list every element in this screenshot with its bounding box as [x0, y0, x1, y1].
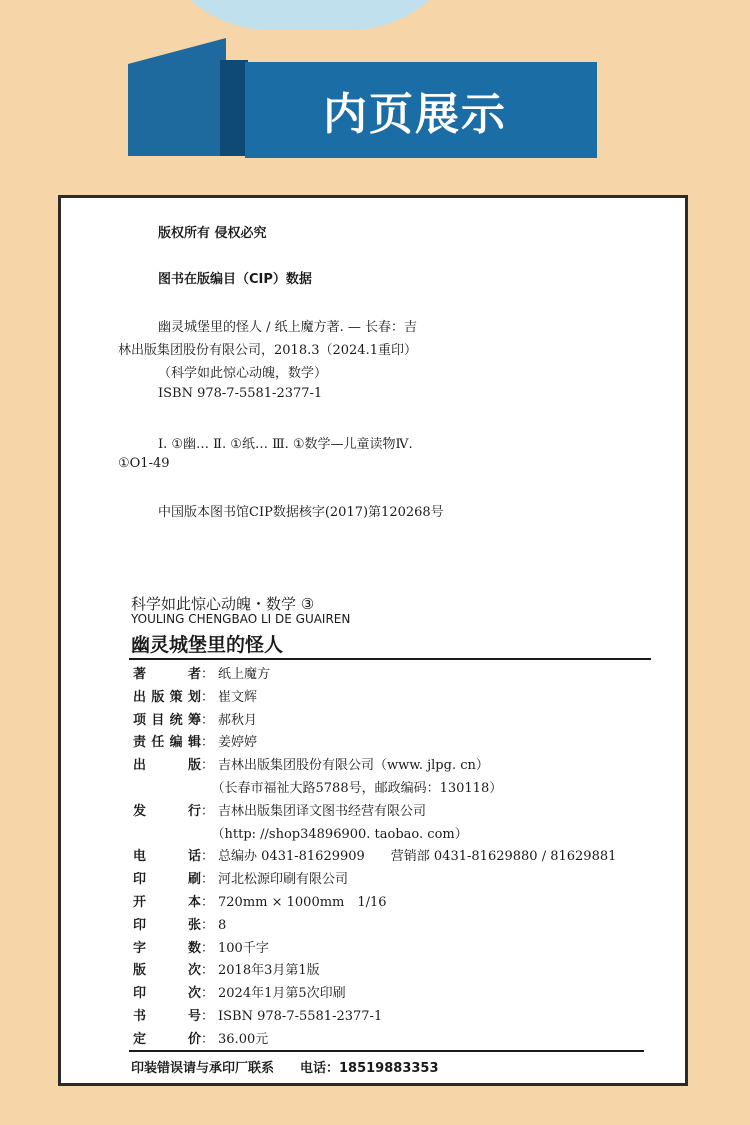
detail-colon	[201, 827, 214, 842]
book-title: 幽灵城堡里的怪人	[131, 634, 284, 656]
detail-colon: ：	[201, 667, 215, 682]
detail-row	[133, 663, 270, 682]
detail-value: 河北松源印刷有限公司	[218, 872, 349, 888]
detail-colon: ：	[201, 986, 215, 1002]
divider	[129, 1050, 644, 1052]
detail-label: 发 行	[133, 803, 201, 819]
detail-value: 总编办 0431-81629909 营销部 0431-81629880 / 81629881	[218, 849, 617, 865]
banner-title: 内页展示	[323, 89, 507, 140]
detail-label: 字 数	[133, 940, 201, 956]
detail-colon: ：	[201, 917, 215, 933]
detail-colon: ：	[201, 712, 215, 728]
detail-row	[133, 982, 346, 1001]
detail-label: 项目统筹	[133, 712, 201, 728]
detail-row	[133, 891, 387, 910]
detail-row	[133, 823, 468, 842]
detail-label: 书 号	[133, 1009, 201, 1024]
rights-notice: 版权所有 侵权必究	[158, 226, 267, 241]
divider	[129, 658, 651, 660]
detail-value: 2024年1月第5次印刷	[218, 986, 346, 1002]
detail-value: 崔文辉	[218, 689, 258, 705]
detail-value: 8	[218, 917, 227, 933]
classification-line: ①O1-49	[118, 456, 170, 471]
detail-row	[133, 1028, 268, 1047]
detail-row	[133, 754, 489, 773]
cip-heading: 图书在版编目（CIP）数据	[158, 272, 312, 287]
detail-row	[133, 709, 257, 728]
banner-ribbon-fold	[220, 60, 248, 156]
decorative-bubble	[150, 0, 470, 30]
detail-value: 吉林出版集团译文图书经营有限公司	[218, 803, 427, 819]
detail-row	[133, 800, 426, 819]
detail-colon: ：	[201, 872, 215, 888]
detail-label: 开 本	[133, 895, 201, 910]
detail-value: 郝秋月	[218, 712, 258, 728]
cip-isbn: ISBN 978-7-5581-2377-1	[158, 386, 323, 401]
banner-ribbon-back	[128, 38, 226, 156]
footer-notice: 印装错误请与承印厂联系 电话：18519883353	[131, 1061, 439, 1076]
detail-colon: ：	[201, 803, 215, 819]
detail-row	[133, 914, 226, 933]
series-title: 科学如此惊心动魄・数学 ③	[131, 595, 315, 613]
detail-colon: ：	[201, 895, 215, 910]
detail-value: 纸上魔方	[218, 667, 271, 682]
detail-value: 36.00元	[218, 1031, 269, 1047]
detail-label: 电 话	[133, 849, 201, 865]
cip-line: 林出版集团股份有限公司，2018.3（2024.1重印）	[118, 343, 417, 358]
detail-value: 100千字	[218, 940, 269, 956]
detail-value: 姜婷婷	[218, 735, 258, 751]
detail-colon: ：	[201, 735, 215, 751]
title-pinyin: YOULING CHENGBAO LI DE GUAIREN	[131, 612, 351, 626]
cip-line: （科学如此惊心动魄，数学）	[158, 366, 328, 381]
detail-row	[133, 937, 269, 956]
detail-colon	[201, 781, 214, 796]
detail-row	[133, 777, 502, 796]
detail-label: 版 次	[133, 963, 201, 979]
copyright-page	[58, 195, 688, 1086]
detail-colon: ：	[201, 689, 215, 705]
detail-row	[133, 959, 320, 978]
detail-colon: ：	[201, 940, 215, 956]
detail-label: 印 次	[133, 986, 201, 1002]
detail-value: 2018年3月第1版	[218, 963, 320, 979]
detail-value: 吉林出版集团股份有限公司（www. jlpg. cn）	[218, 758, 489, 774]
cip-line: 幽灵城堡里的怪人 / 纸上魔方著. — 长春：吉	[158, 320, 418, 335]
detail-row	[133, 845, 616, 864]
detail-value: （http: //shop34896900. taobao. com）	[218, 826, 468, 842]
detail-colon: ：	[201, 758, 215, 774]
detail-colon: ：	[201, 849, 215, 865]
cip-record: 中国版本图书馆CIP数据核字(2017)第120268号	[158, 505, 444, 520]
detail-row	[133, 731, 257, 750]
detail-label: 著 者	[133, 667, 201, 682]
detail-row	[133, 868, 348, 887]
detail-value: （长春市福祉大路5788号，邮政编码：130118）	[218, 781, 503, 796]
detail-label: 责任编辑	[133, 735, 201, 751]
detail-colon: ：	[201, 1009, 215, 1024]
detail-label: 出 版	[133, 758, 201, 774]
detail-label: 印 刷	[133, 872, 201, 888]
detail-label: 印 张	[133, 917, 201, 933]
detail-row	[133, 686, 257, 705]
detail-value: 720mm × 1000mm 1/16	[218, 895, 387, 910]
detail-value: ISBN 978-7-5581-2377-1	[218, 1009, 383, 1024]
detail-label: 出版策划	[133, 689, 201, 705]
detail-label: 定 价	[133, 1031, 201, 1047]
classification-line: Ⅰ. ①幽… Ⅱ. ①纸… Ⅲ. ①数学—儿童读物Ⅳ.	[158, 437, 413, 452]
detail-colon: ：	[201, 1031, 215, 1047]
detail-colon: ：	[201, 963, 215, 979]
detail-row	[133, 1005, 382, 1024]
